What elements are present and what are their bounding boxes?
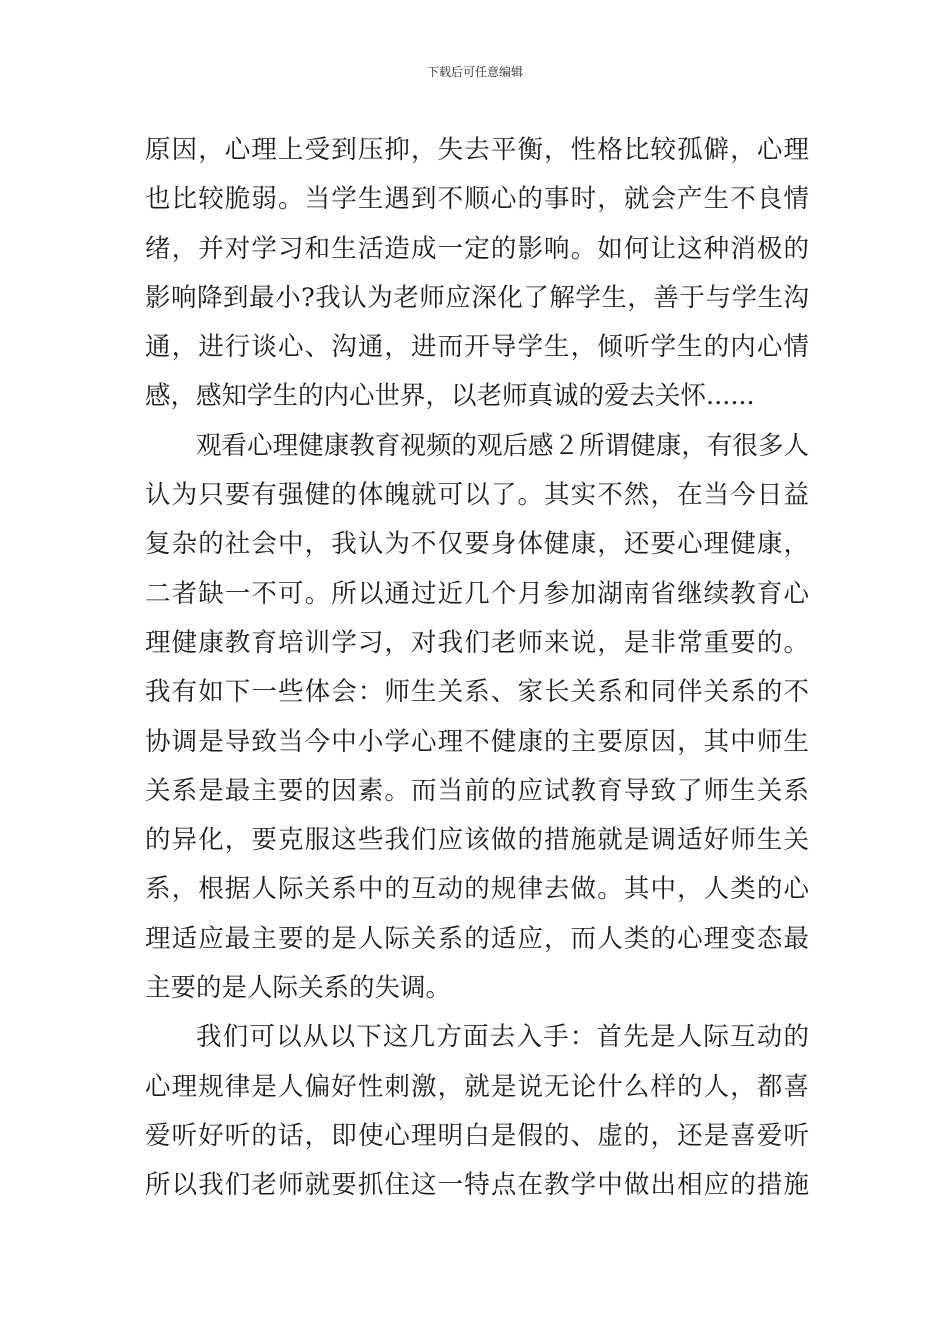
text-line: 二者缺一不可。所以通过近几个月参加湖南省继续教育心 (145, 578, 809, 609)
text-line: 我有如下一些体会：师生关系、家长关系和同伴关系的不 (145, 677, 809, 708)
text-line: 影响降到最小?我认为老师应深化了解学生，善于与学生沟 (145, 282, 809, 313)
text-line: 理健康教育培训学习，对我们老师来说，是非常重要的。 (145, 627, 809, 658)
text-line: 协调是导致当今中小学心理不健康的主要原因，其中师生 (145, 726, 809, 757)
paragraph-3 (145, 1013, 809, 1210)
text-line: 通，进行谈心、沟通，进而开导学生，倾听学生的内心情 (145, 332, 809, 363)
document-body (145, 126, 809, 1211)
text-line: 感，感知学生的内心世界，以老师真诚的爱去关怀...... (145, 381, 755, 412)
text-line: 绪，并对学习和生活造成一定的影响。如何让这种消极的 (145, 233, 809, 264)
text-line: 复杂的社会中，我认为不仅要身体健康，还要心理健康， (145, 529, 809, 560)
text-line: 认为只要有强健的体魄就可以了。其实不然，在当今日益 (145, 480, 809, 511)
text-line: 理适应最主要的是人际关系的适应，而人类的心理变态最 (145, 923, 809, 954)
paragraph-2 (145, 422, 809, 1014)
paragraph-1 (145, 126, 809, 422)
text-line: 观看心理健康教育视频的观后感２所谓健康，有很多人 (196, 430, 809, 461)
text-line: 爱听好听的话，即使心理明白是假的、虚的，还是喜爱听 (145, 1120, 809, 1151)
page-header: 下载后可任意编辑 (426, 65, 523, 79)
text-line: 主要的是人际关系的失调。 (145, 973, 452, 1004)
text-line: 所以我们老师就要抓住这一特点在教学中做出相应的措施 (145, 1170, 809, 1201)
text-line: 关系是最主要的因素。而当前的应试教育导致了师生关系 (145, 775, 809, 806)
text-line: 系，根据人际关系中的互动的规律去做。其中，人类的心 (145, 874, 809, 905)
text-line: 我们可以从以下这几方面去入手：首先是人际互动的 (196, 1022, 809, 1053)
text-line: 原因，心理上受到压抑，失去平衡，性格比较孤僻，心理 (145, 135, 809, 165)
text-line: 也比较脆弱。当学生遇到不顺心的事时，就会产生不良情 (145, 184, 809, 215)
text-line: 心理规律是人偏好性刺激，就是说无论什么样的人，都喜 (145, 1071, 809, 1102)
text-line: 的异化，要克服这些我们应该做的措施就是调适好师生关 (145, 825, 809, 856)
